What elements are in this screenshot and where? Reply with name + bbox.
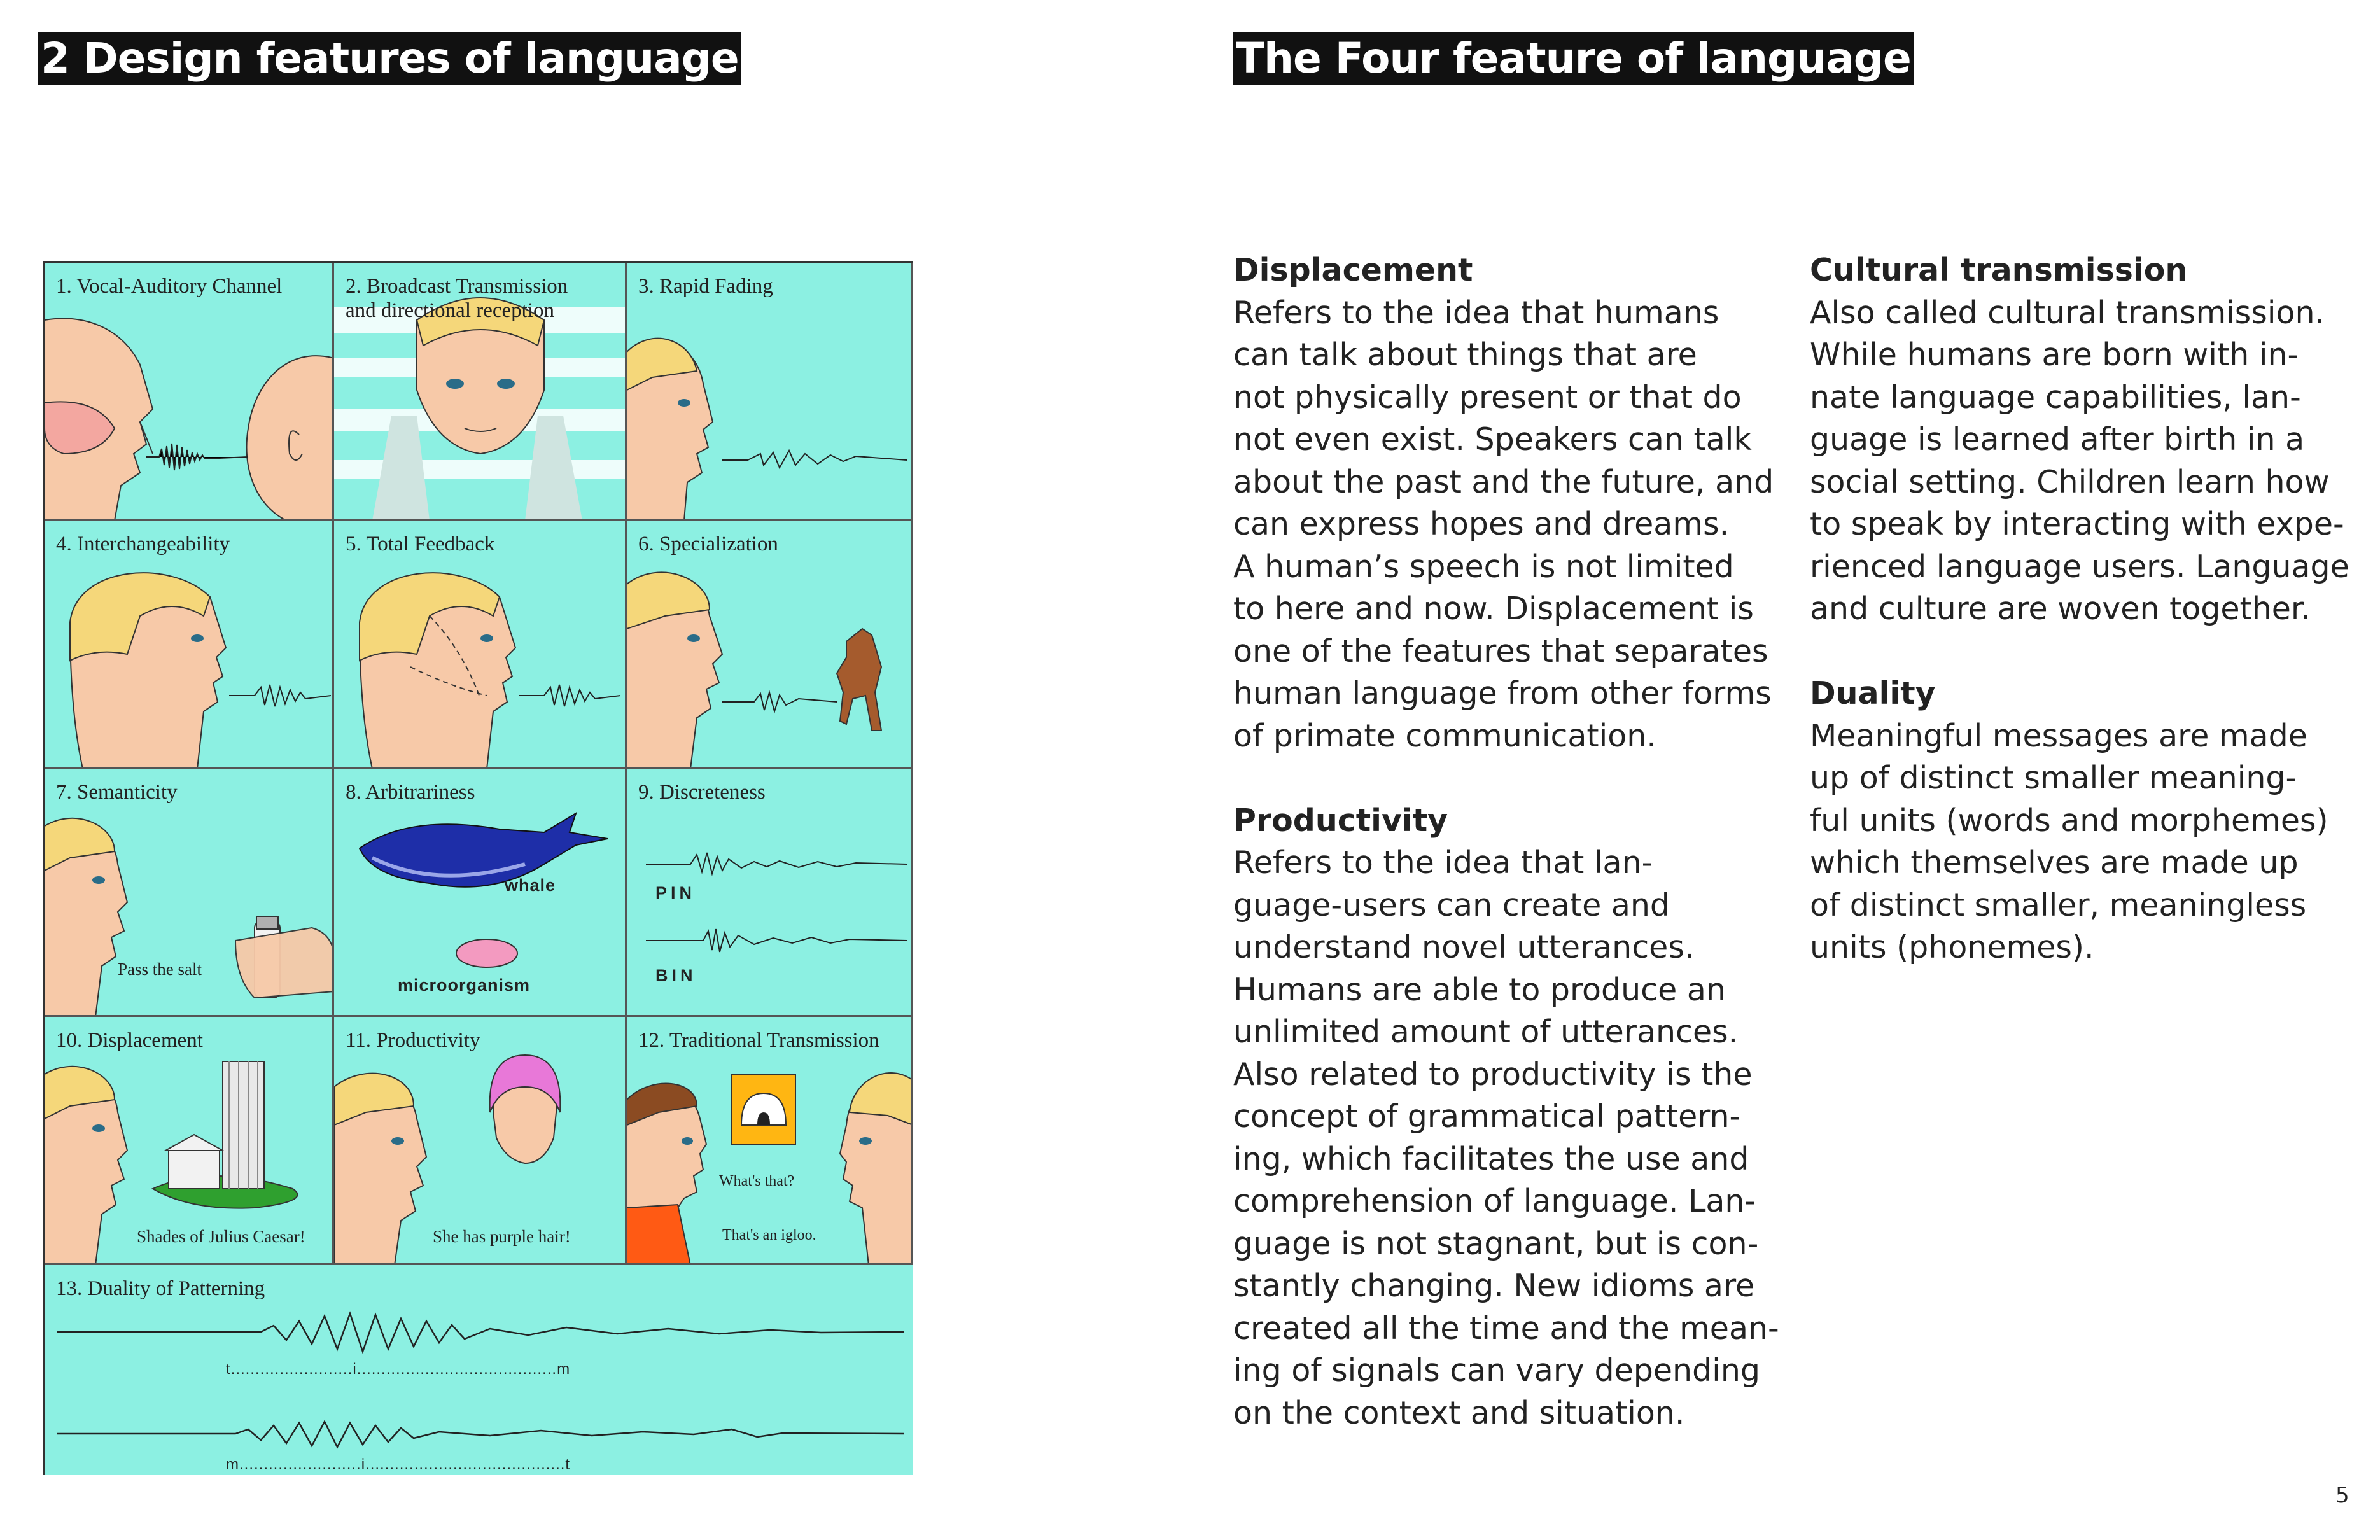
cell-interchangeability xyxy=(45,521,334,769)
cell-caption: 1. Vocal-Auditory Channel xyxy=(56,275,283,298)
cell-vocal-auditory xyxy=(45,263,334,521)
productivity-title: Productivity xyxy=(1233,802,1448,839)
cell-semanticity xyxy=(45,769,334,1017)
duality-title: Duality xyxy=(1810,675,1936,711)
displacement-body: Refers to the idea that humans can talk about things that are not physically present or that do not even exist. Speakers can talk about the past and the future, and can express hopes and dreams. A human’s speech is not limited to here and now. Displacement is one of the features that separates human language from other forms of primate communication. xyxy=(1233,294,1774,754)
cell-caption: 10. Displacement xyxy=(56,1029,203,1052)
cell-caption: 9. Discreteness xyxy=(638,781,766,804)
igloo-label: That's an igloo. xyxy=(722,1227,816,1243)
cell-discreteness xyxy=(627,769,913,1017)
duality-body: Meaningful messages are made up of distinct smaller meaning- ful units (words and morphemes) which themselves are made up of distinct smaller, meaningless units (phonemes). xyxy=(1810,717,2328,965)
cell-caption: 13. Duality of Patterning xyxy=(56,1277,265,1300)
cultural-transmission-body: Also called cultural transmission. While humans are born with in- nate language capabilities, lan- guage is learned after birth in a social setting. Children learn how to speak by interacting with expe- rienced language users. Language and culture are woven together. xyxy=(1810,294,2349,627)
microorganism-label: microorganism xyxy=(398,976,531,995)
cell-caption: 2. Broadcast Transmission and directional reception xyxy=(346,275,568,322)
cell-broadcast xyxy=(334,263,627,521)
left-heading: 2 Design features of language xyxy=(38,32,741,85)
right-heading: The Four feature of language xyxy=(1233,32,1914,85)
page-number: 5 xyxy=(2335,1483,2349,1508)
cell-arbitrariness xyxy=(334,769,627,1017)
cell-caption: 8. Arbitrariness xyxy=(346,781,475,804)
cell-caption: 3. Rapid Fading xyxy=(638,275,773,298)
mit-label: m.........................i.........................................t xyxy=(226,1456,571,1473)
cell-caption: 4. Interchangeability xyxy=(56,533,230,556)
displacement-title: Displacement xyxy=(1233,252,1473,288)
cell-caption: 6. Specialization xyxy=(638,533,778,556)
cultural-transmission-title: Cultural transmission xyxy=(1810,252,2188,288)
pass-salt-label: Pass the salt xyxy=(118,960,202,979)
pin-label: PIN xyxy=(655,883,696,902)
cell-caption: 11. Productivity xyxy=(346,1029,480,1052)
cell-productivity xyxy=(334,1017,627,1265)
cell-specialization xyxy=(627,521,913,769)
cell-duality-of-patterning xyxy=(45,1265,913,1475)
cell-caption: 12. Traditional Transmission xyxy=(638,1029,879,1052)
tim-label: t.........................i.........................................m xyxy=(226,1361,571,1378)
purple-hair-label: She has purple hair! xyxy=(433,1227,571,1246)
cell-rapid-fading xyxy=(627,263,913,521)
cell-total-feedback xyxy=(334,521,627,769)
whats-that-label: What's that? xyxy=(719,1173,795,1189)
cell-displacement xyxy=(45,1017,334,1265)
cell-caption: 7. Semanticity xyxy=(56,781,178,804)
julius-label: Shades of Julius Caesar! xyxy=(137,1227,305,1246)
bin-label: BIN xyxy=(655,966,697,985)
cell-traditional-transmission xyxy=(627,1017,913,1265)
productivity-body: Refers to the idea that lan- guage-users can create and understand novel utterances. Humans are able to produce an unlimited amount of utterances. Also related to productivity is the concept of grammatical pattern- ing, which facilitates the use and comprehension of language. Lan- guage is not stagnant, but is con- stantly changing. New idioms are created all the time and the mean- ing of signals can vary depending on the context and situation. xyxy=(1233,844,1779,1431)
text-column-right xyxy=(1810,249,2370,969)
cell-caption: 5. Total Feedback xyxy=(346,533,495,556)
whale-label: whale xyxy=(505,876,556,895)
design-features-figure xyxy=(43,261,913,1475)
text-column-left xyxy=(1233,249,1793,1434)
